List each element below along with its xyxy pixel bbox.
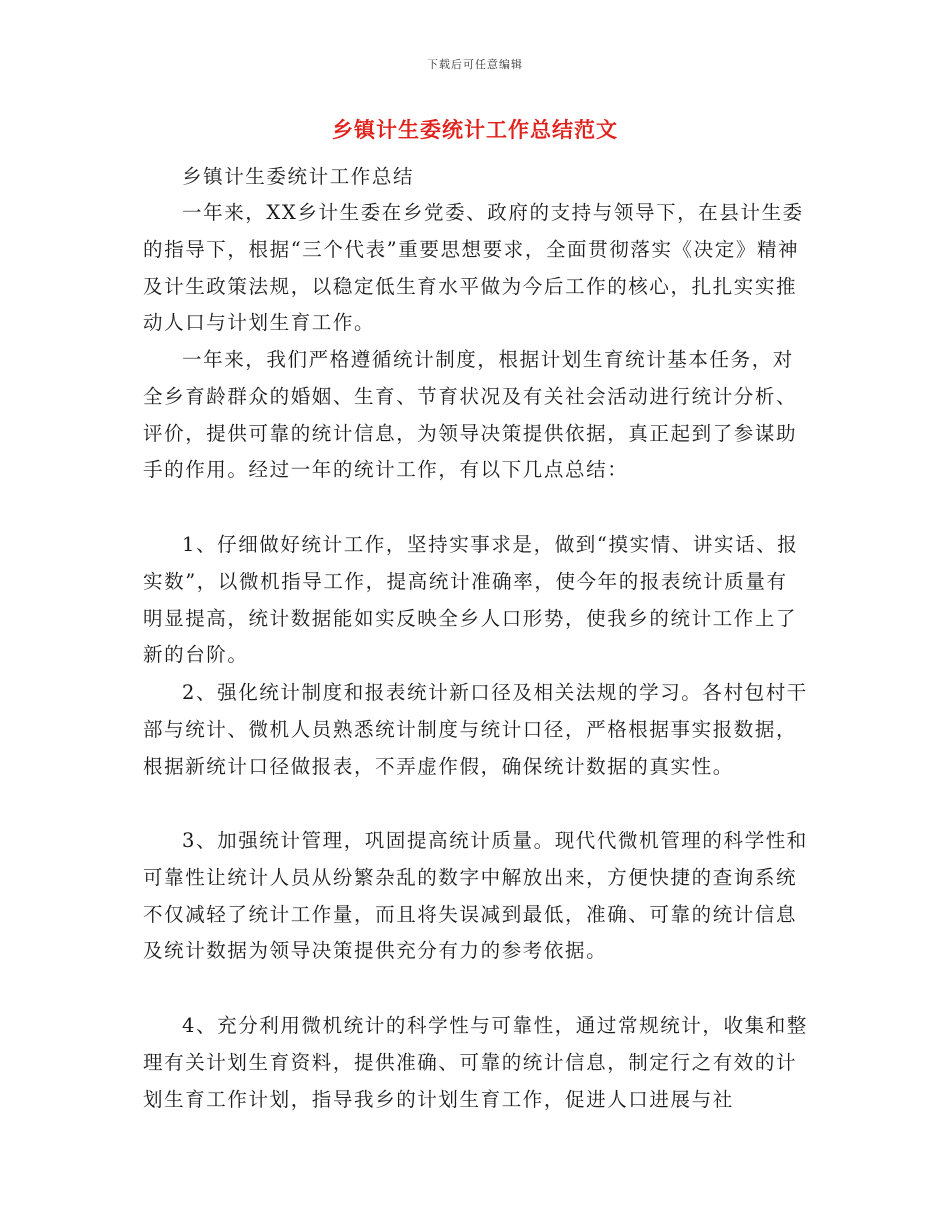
document-title: 乡镇计生委统计工作总结范文 (332, 117, 618, 142)
paragraph-point-3: 3、加强统计管理，巩固提高统计质量。现代代微机管理的科学性和可靠性让统计人员从纷繁杂乱的数字中解放出来，方便快捷的查询系统不仅减轻了统计工作量，而且将失误减到最低，准确、可靠的统计信息及统计数据为领导决策提供充分有力的参考依据。 (143, 829, 808, 963)
paragraph-overview: 一年来，我们严格遵循统计制度，根据计划生育统计基本任务，对全乡育龄群众的婚姻、生育、节育状况及有关社会活动进行统计分析、评价，提供可靠的统计信息，为领导决策提供依据，真正起到了参谋助手的作用。经过一年的统计工作，有以下几点总结： (143, 348, 798, 482)
paragraph-point-4: 4、充分利用微机统计的科学性与可靠性，通过常规统计，收集和整理有关计划生育资料，提供准确、可靠的统计信息，制定行之有效的计划生育工作计划，指导我乡的计划生育工作，促进人口进展与社 (143, 1014, 808, 1111)
paragraph-point-2: 2、强化统计制度和报表统计新口径及相关法规的学习。各村包村干部与统计、微机人员熟悉统计制度与统计口径，严格根据事实报数据，根据新统计口径做报表，不弄虚作假，确保统计数据的真实性。 (143, 681, 808, 778)
paragraph-intro: 一年来，XX乡计生委在乡党委、政府的支持与领导下，在县计生委的指导下，根据“三个代表”重要思想要求，全面贯彻落实《决定》精神及计生政策法规，以稳定低生育水平做为今后工作的核心，扎扎实实推动人口与计划生育工作。 (143, 201, 804, 335)
paragraph-subtitle: 乡镇计生委统计工作总结 (182, 165, 415, 188)
header-note: 下载后可任意编辑 (427, 58, 523, 71)
paragraph-point-1: 1、仔细做好统计工作，坚持实事求是，做到“摸实情、讲实话、报实数”，以微机指导工作，提高统计准确率，使今年的报表统计质量有明显提高，统计数据能如实反映全乡人口形势，使我乡的统计工作上了新的台阶。 (143, 533, 799, 667)
